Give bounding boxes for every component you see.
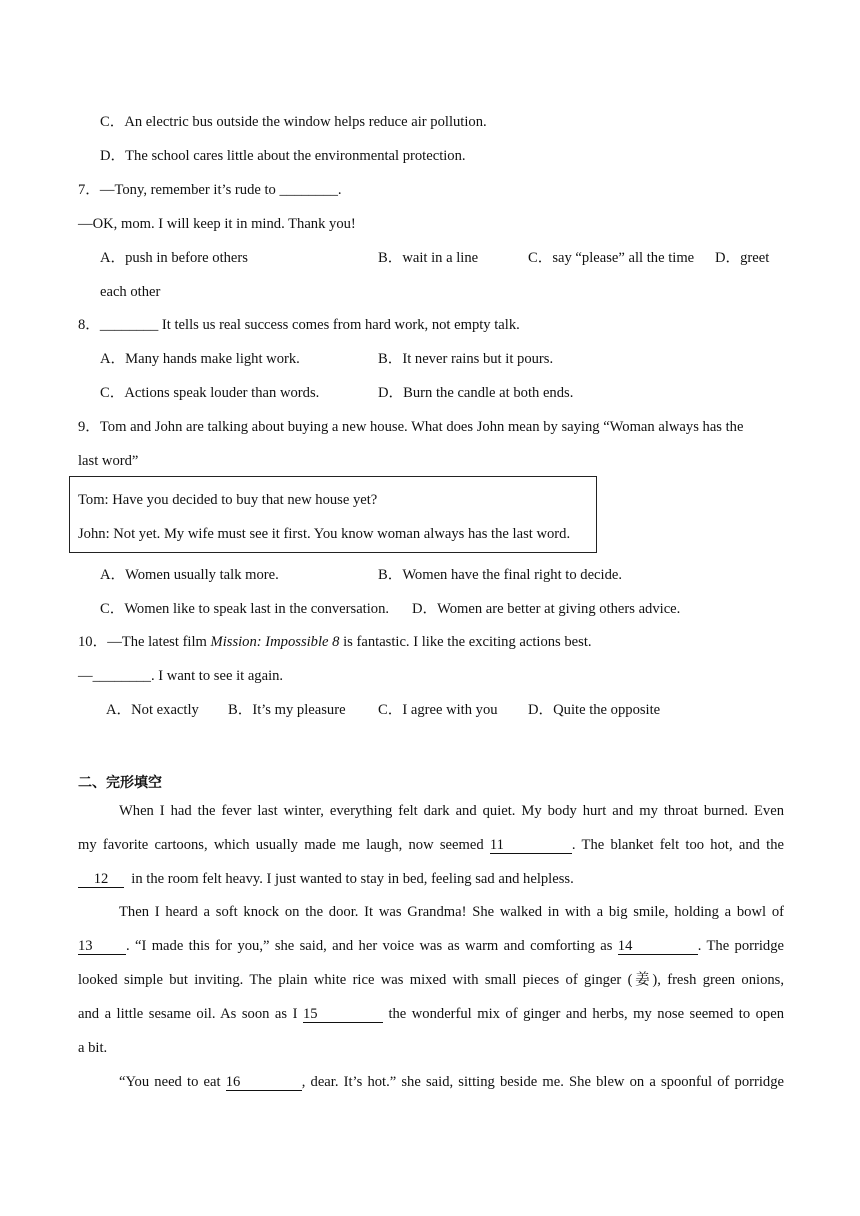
q10-option-a: A．Not exactly [106, 702, 199, 718]
q7-option-d: D．greet [715, 250, 770, 266]
q7-option-b: B．wait in a line [378, 250, 479, 266]
q7-option-a: A．push in before others [100, 250, 248, 266]
blank-13: 13 [78, 938, 126, 955]
blank-14: 14 [618, 938, 698, 955]
q8-option-c: C．Actions speak louder than words. [100, 385, 320, 401]
cloze-p2-line4-post: the wonderful mix of ginger and herbs, my nose seemed to open [388, 1006, 785, 1022]
cloze-p2-line2 [78, 936, 784, 956]
q10-stem-post: is fantastic. I like the exciting actions best. [339, 634, 592, 650]
section-title-cloze: 二、完形填空 [78, 775, 162, 791]
q10-option-b: B．It’s my pleasure [228, 702, 346, 718]
q8-option-b: B．It never rains but it pours. [378, 351, 554, 367]
cloze-p1-line2-post: . The blanket felt too hot, and the [571, 837, 785, 853]
cloze-p2-line5: a bit. [78, 1040, 108, 1056]
blank-15: 15 [303, 1006, 383, 1023]
cloze-p2-line2-mid: . “I made this for you,” she said, and her voice was as warm and comforting as [126, 938, 613, 954]
cloze-p1-line2 [78, 835, 784, 855]
q6-option-c: C．An electric bus outside the window helps reduce air pollution. [100, 114, 487, 130]
q10-film-title: Mission: Impossible 8 [210, 634, 340, 650]
cloze-p2-line2-post: . The porridge [697, 938, 784, 954]
q9-stem-line1: 9．Tom and John are talking about buying a new house. What does John mean by saying “Woman always has the [78, 419, 744, 435]
q6-option-d: D．The school cares little about the environmental protection. [100, 148, 466, 164]
cloze-p3-line1-pre: “You need to eat [119, 1074, 221, 1090]
cloze-p1-line2-pre: my favorite cartoons, which usually made me laugh, now seemed [78, 837, 484, 853]
cloze-p3-line1-post: , dear. It’s hot.” she said, sitting beside me. She blew on a spoonful of porridge [301, 1074, 784, 1090]
q9-option-d: D．Women are better at giving others advice. [412, 601, 681, 617]
q8-option-a: A．Many hands make light work. [100, 351, 300, 367]
cloze-p1-line1: When I had the fever last winter, everything felt dark and quiet. My body hurt and my throat burned. Even [119, 803, 784, 819]
q7-option-c: C．say “please” all the time [528, 250, 695, 266]
cloze-p2-line1: Then I heard a soft knock on the door. It was Grandma! She walked in with a big smile, holding a bowl of [119, 904, 784, 920]
cloze-p1-line3-post: in the room felt heavy. I just wanted to stay in bed, feeling sad and helpless. [131, 871, 574, 887]
q8-stem: 8．________ It tells us real success comes from hard work, not empty talk. [78, 317, 520, 333]
q10-stem [78, 632, 592, 652]
blank-11: 11 [490, 837, 572, 854]
q10-option-c: C．I agree with you [378, 702, 498, 718]
q9-option-a: A．Women usually talk more. [100, 567, 279, 583]
blank-12: 12 [78, 871, 124, 888]
q7-stem: 7．—Tony, remember it’s rude to ________. [78, 182, 342, 198]
q10-reply: —________. I want to see it again. [78, 668, 284, 684]
q7-reply: —OK, mom. I will keep it in mind. Thank you! [78, 216, 356, 232]
cloze-p2-line3: looked simple but inviting. The plain white rice was mixed with small pieces of ginger (姜), fresh green onions, [78, 972, 784, 988]
cloze-p3-line1 [119, 1072, 784, 1092]
q9-stem-line2: last word” [78, 453, 139, 469]
q9-dialog-line-john: John: Not yet. My wife must see it first. You know woman always has the last word. [78, 526, 571, 542]
q8-option-d: D．Burn the candle at both ends. [378, 385, 574, 401]
q9-option-c: C．Women like to speak last in the conversation. [100, 601, 390, 617]
q10-stem-pre: 10．—The latest film [78, 634, 211, 650]
blank-16: 16 [226, 1074, 302, 1091]
q7-option-d-continued: each other [100, 284, 161, 300]
cloze-p2-line4-pre: and a little sesame oil. As soon as I [78, 1006, 298, 1022]
q10-option-d: D．Quite the opposite [528, 702, 661, 718]
cloze-p2-line4 [78, 1004, 784, 1024]
q9-option-b: B．Women have the final right to decide. [378, 567, 623, 583]
cloze-p1-line3 [78, 869, 574, 889]
q9-dialog-line-tom: Tom: Have you decided to buy that new house yet? [78, 492, 378, 508]
